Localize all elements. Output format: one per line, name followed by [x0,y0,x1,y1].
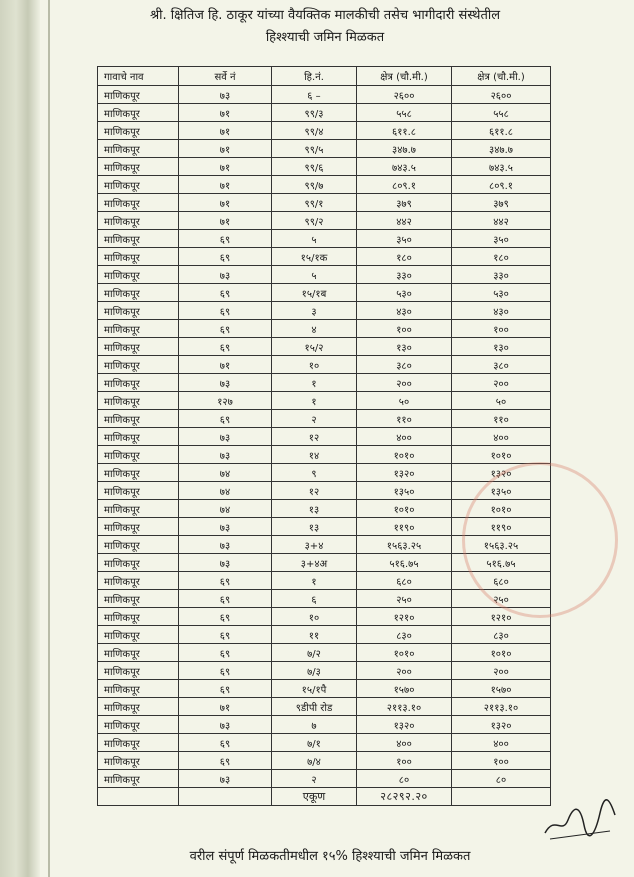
area-cell: ३५० [357,230,452,248]
survey-no-cell: ७४ [179,500,272,518]
total-label: एकूण [272,788,357,806]
survey-no-cell: ६९ [179,302,272,320]
table-row [98,266,551,284]
table-row [98,626,551,644]
area-share-cell: ३५० [452,230,551,248]
area-cell: ७४३.५ [357,158,452,176]
survey-no-cell: ६९ [179,410,272,428]
area-cell: ४३० [357,302,452,320]
column-header-area: क्षेत्र (चौ.मी.) [357,67,452,86]
table-row [98,104,551,122]
area-share-cell: ६८० [452,572,551,590]
hissa-no-cell: ११ [272,626,357,644]
area-cell: १३० [357,338,452,356]
hissa-no-cell: ६ – [272,86,357,104]
table-row [98,248,551,266]
area-cell: १२१० [357,608,452,626]
area-cell: ३८० [357,356,452,374]
village-cell: माणिकपूर [98,212,179,230]
hissa-no-cell: १ [272,374,357,392]
survey-no-cell: ७३ [179,536,272,554]
hissa-no-cell: ७/४ [272,752,357,770]
hissa-no-cell: १ [272,572,357,590]
table-row [98,752,551,770]
area-share-cell: ३३० [452,266,551,284]
area-share-cell: १५६३.२५ [452,536,551,554]
table-row [98,428,551,446]
area-cell: ८३० [357,626,452,644]
area-cell: १०० [357,752,452,770]
area-cell: ११० [357,410,452,428]
survey-no-cell: ७३ [179,446,272,464]
village-cell: माणिकपूर [98,464,179,482]
hissa-no-cell: ६ [272,590,357,608]
area-share-cell: ३८० [452,356,551,374]
village-cell: माणिकपूर [98,104,179,122]
table-row [98,446,551,464]
hissa-no-cell: ९९/६ [272,158,357,176]
area-share-cell: ५५८ [452,104,551,122]
area-share-cell: २६०० [452,86,551,104]
village-cell: माणिकपूर [98,176,179,194]
hissa-no-cell: ७/१ [272,734,357,752]
survey-no-cell: ७४ [179,464,272,482]
hissa-no-cell: १३ [272,518,357,536]
table-row [98,464,551,482]
area-cell: ५५८ [357,104,452,122]
hissa-no-cell: १३ [272,500,357,518]
survey-no-cell: ७१ [179,140,272,158]
survey-no-cell: ७३ [179,716,272,734]
hissa-no-cell: ३+४अ [272,554,357,572]
area-share-cell: २११३.१० [452,698,551,716]
hissa-no-cell: १ [272,392,357,410]
village-cell: माणिकपूर [98,590,179,608]
area-share-cell: १३० [452,338,551,356]
table-row [98,734,551,752]
village-cell: माणिकपूर [98,608,179,626]
table-row [98,680,551,698]
survey-no-cell: ७१ [179,158,272,176]
area-share-cell: ४०० [452,428,551,446]
area-cell: १५६३.२५ [357,536,452,554]
survey-no-cell: ६९ [179,248,272,266]
hissa-no-cell: १५/१पै [272,680,357,698]
survey-no-cell: ६९ [179,662,272,680]
column-header-hissa-no: हि.नं. [272,67,357,86]
hissa-no-cell: २ [272,410,357,428]
area-cell: ३४७.७ [357,140,452,158]
column-header-area-share: क्षेत्र (चौ.मी.) [452,67,551,86]
column-header-village: गावाचे नाव [98,67,179,86]
survey-no-cell: ७३ [179,374,272,392]
hissa-no-cell: ७/३ [272,662,357,680]
area-cell: २६०० [357,86,452,104]
survey-no-cell: ६९ [179,734,272,752]
survey-no-cell: ७१ [179,698,272,716]
book-spine [0,0,40,877]
area-cell: ३३० [357,266,452,284]
hissa-no-cell: १० [272,356,357,374]
area-share-cell: ७४३.५ [452,158,551,176]
table-row [98,86,551,104]
village-cell: माणिकपूर [98,626,179,644]
survey-no-cell: ७१ [179,356,272,374]
hissa-no-cell: ९डीपी रोड [272,698,357,716]
area-cell: ६८० [357,572,452,590]
hissa-no-cell: १५/१ब [272,284,357,302]
table-row [98,716,551,734]
survey-no-cell: ७१ [179,176,272,194]
area-cell: १३२० [357,716,452,734]
hissa-no-cell: १२ [272,428,357,446]
village-cell: माणिकपूर [98,752,179,770]
village-cell: माणिकपूर [98,554,179,572]
village-cell: माणिकपूर [98,770,179,788]
area-cell: १०१० [357,644,452,662]
area-cell: १०१० [357,500,452,518]
table-row [98,320,551,338]
stamp-seal [462,462,618,618]
area-cell: १३५० [357,482,452,500]
survey-no-cell: ६९ [179,320,272,338]
village-cell: माणिकपूर [98,662,179,680]
document-title-line-2: हिश्श्याची जमिन मिळकत [265,30,385,45]
signature [540,795,620,845]
survey-no-cell: ६९ [179,752,272,770]
village-cell: माणिकपूर [98,734,179,752]
hissa-no-cell: १० [272,608,357,626]
total-empty-cell [98,788,179,806]
area-share-cell: २०० [452,374,551,392]
total-row [98,788,551,806]
village-cell: माणिकपूर [98,536,179,554]
area-share-cell: ८३० [452,626,551,644]
area-cell: ११९० [357,518,452,536]
survey-no-cell: ७३ [179,554,272,572]
hissa-no-cell: ३ [272,302,357,320]
hissa-no-cell: ७/२ [272,644,357,662]
village-cell: माणिकपूर [98,86,179,104]
hissa-no-cell: २ [272,770,357,788]
table-row [98,140,551,158]
area-cell: १३२० [357,464,452,482]
area-share-cell: ५१६.७५ [452,554,551,572]
area-share-cell: २५० [452,590,551,608]
area-cell: २०० [357,374,452,392]
area-share-cell: ६११.८ [452,122,551,140]
hissa-no-cell: १५/२ [272,338,357,356]
table-row [98,392,551,410]
area-cell: ८० [357,770,452,788]
table-row [98,158,551,176]
village-cell: माणिकपूर [98,284,179,302]
table-row [98,230,551,248]
survey-no-cell: ६९ [179,590,272,608]
area-cell: १५७० [357,680,452,698]
hissa-no-cell: १२ [272,482,357,500]
survey-no-cell: ७४ [179,482,272,500]
survey-no-cell: ६९ [179,338,272,356]
area-cell: ४०० [357,428,452,446]
table-body [98,86,551,788]
hissa-no-cell: ९९/४ [272,122,357,140]
hissa-no-cell: ५ [272,266,357,284]
table-row [98,662,551,680]
table-row [98,374,551,392]
hissa-no-cell: ९९/३ [272,104,357,122]
area-cell: ६११.८ [357,122,452,140]
total-empty-cell [179,788,272,806]
area-share-cell: ११९० [452,518,551,536]
village-cell: माणिकपूर [98,230,179,248]
area-share-cell: १३२० [452,464,551,482]
village-cell: माणिकपूर [98,356,179,374]
area-share-cell: १०१० [452,644,551,662]
survey-no-cell: ७१ [179,104,272,122]
area-cell: १८० [357,248,452,266]
land-table [97,66,551,806]
village-cell: माणिकपूर [98,698,179,716]
area-share-cell: १३२० [452,716,551,734]
hissa-no-cell: १५/१क [272,248,357,266]
survey-no-cell: ७३ [179,86,272,104]
village-cell: माणिकपूर [98,266,179,284]
area-share-cell: ४४२ [452,212,551,230]
area-share-cell: २०० [452,662,551,680]
area-cell: ३७९ [357,194,452,212]
hissa-no-cell: ९९/२ [272,212,357,230]
village-cell: माणिकपूर [98,482,179,500]
area-cell: ५० [357,392,452,410]
survey-no-cell: ७१ [179,122,272,140]
survey-no-cell: ७३ [179,266,272,284]
village-cell: माणिकपूर [98,140,179,158]
hissa-no-cell: ९९/७ [272,176,357,194]
column-header-survey-no: सर्वे नं [179,67,272,86]
village-cell: माणिकपूर [98,338,179,356]
village-cell: माणिकपूर [98,428,179,446]
table-row [98,284,551,302]
table-row [98,338,551,356]
village-cell: माणिकपूर [98,644,179,662]
survey-no-cell: ६९ [179,230,272,248]
village-cell: माणिकपूर [98,194,179,212]
hissa-no-cell: ३+४ [272,536,357,554]
area-cell: २५० [357,590,452,608]
table-row [98,608,551,626]
area-share-cell: ३७९ [452,194,551,212]
area-cell: ५३० [357,284,452,302]
village-cell: माणिकपूर [98,248,179,266]
area-share-cell: १८० [452,248,551,266]
area-share-cell: १५७० [452,680,551,698]
table-row [98,302,551,320]
survey-no-cell: ७३ [179,428,272,446]
area-share-cell: ४०० [452,734,551,752]
survey-no-cell: ६९ [179,608,272,626]
area-share-cell: १०१० [452,500,551,518]
hissa-no-cell: ९ [272,464,357,482]
document-footer: वरील संपूर्ण मिळकतीमधील १५% हिश्श्याची जमिन मिळकत [189,849,471,864]
survey-no-cell: ६९ [179,284,272,302]
survey-no-cell: ७१ [179,212,272,230]
table-row [98,122,551,140]
table-row [98,770,551,788]
table-row [98,212,551,230]
village-cell: माणिकपूर [98,320,179,338]
area-cell: १०१० [357,446,452,464]
table-row [98,176,551,194]
hissa-no-cell: ९९/१ [272,194,357,212]
hissa-no-cell: ४ [272,320,357,338]
area-share-cell: ८०९.१ [452,176,551,194]
area-share-cell: ११० [452,410,551,428]
area-share-cell: १०० [452,320,551,338]
village-cell: माणिकपूर [98,518,179,536]
village-cell: माणिकपूर [98,680,179,698]
survey-no-cell: १२७ [179,392,272,410]
village-cell: माणिकपूर [98,302,179,320]
area-share-cell: १२१० [452,608,551,626]
area-share-cell: ५३० [452,284,551,302]
village-cell: माणिकपूर [98,392,179,410]
area-share-cell: ५० [452,392,551,410]
table-row [98,644,551,662]
area-cell: २०० [357,662,452,680]
survey-no-cell: ७३ [179,518,272,536]
village-cell: माणिकपूर [98,716,179,734]
document-title-line-1: श्री. क्षितिज हि. ठाकूर यांच्या वैयक्तिक मालकीची तसेच भागीदारी संस्थेतील [149,8,501,23]
area-cell: ५१६.७५ [357,554,452,572]
village-cell: माणिकपूर [98,158,179,176]
total-value: २८२९२.२० [357,788,452,806]
village-cell: माणिकपूर [98,572,179,590]
survey-no-cell: ६९ [179,572,272,590]
area-cell: ४०० [357,734,452,752]
area-cell: ८०९.१ [357,176,452,194]
table-row [98,698,551,716]
survey-no-cell: ७३ [179,770,272,788]
village-cell: माणिकपूर [98,374,179,392]
area-share-cell: ३४७.७ [452,140,551,158]
total-empty-cell [452,788,551,806]
area-share-cell: १०० [452,752,551,770]
area-share-cell: ४३० [452,302,551,320]
village-cell: माणिकपूर [98,122,179,140]
hissa-no-cell: ५ [272,230,357,248]
page-fold [48,0,50,877]
hissa-no-cell: ९९/५ [272,140,357,158]
area-cell: १०० [357,320,452,338]
survey-no-cell: ६९ [179,680,272,698]
area-share-cell: ८० [452,770,551,788]
village-cell: माणिकपूर [98,446,179,464]
table-row [98,194,551,212]
hissa-no-cell: ७ [272,716,357,734]
table-row [98,356,551,374]
area-cell: ४४२ [357,212,452,230]
table-row [98,410,551,428]
hissa-no-cell: १४ [272,446,357,464]
area-share-cell: १३५० [452,482,551,500]
area-cell: २११३.१० [357,698,452,716]
area-share-cell: १०१० [452,446,551,464]
village-cell: माणिकपूर [98,410,179,428]
survey-no-cell: ७१ [179,194,272,212]
survey-no-cell: ६९ [179,626,272,644]
survey-no-cell: ६९ [179,644,272,662]
village-cell: माणिकपूर [98,500,179,518]
table-header-row [98,67,551,86]
